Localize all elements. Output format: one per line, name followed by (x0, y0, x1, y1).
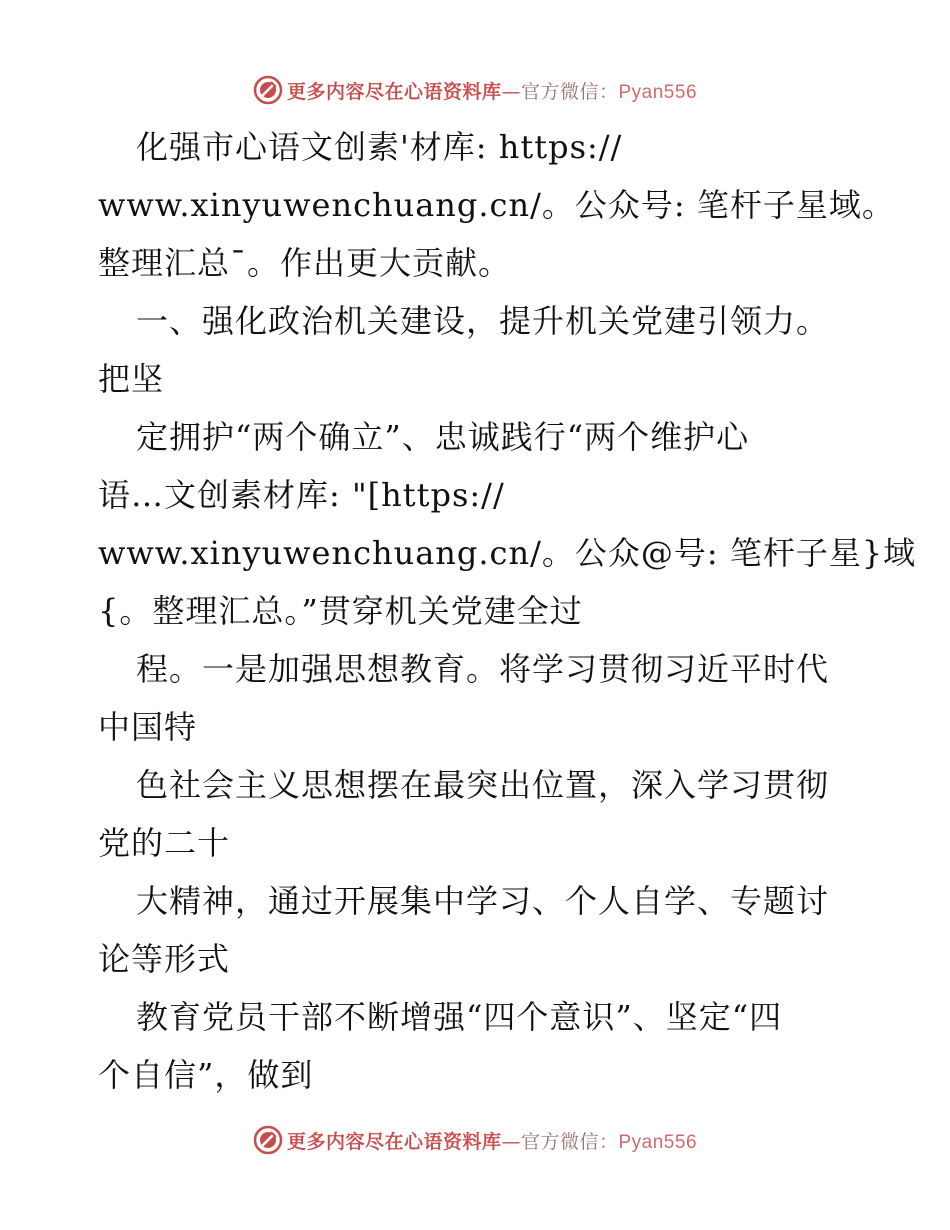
banner-wechat-id: Pyan556 (618, 81, 698, 103)
text-line: 程。一是加强思想教育。将学习贯彻习近平时代 (136, 650, 830, 688)
text-line: 语…文创素材库: "[https:// (98, 476, 505, 514)
document-body (98, 118, 917, 1104)
seal-logo-icon (253, 75, 283, 105)
text-line: 定拥护“两个确立”、忠诚践行“两个维护心 (136, 418, 750, 456)
banner-main-text: 更多内容尽在心语资料库 (286, 80, 502, 103)
text-line: 化强市心语文创素'材库: https:// (136, 128, 623, 166)
text-line: www.xinyuwenchuang.cn/。公众号: 笔杆子星域。 (98, 186, 895, 224)
text-line: 党的二十 (98, 824, 231, 862)
text-line: www.xinyuwenchuang.cn/。公众@号: 笔杆子星}域 (98, 534, 917, 572)
banner-text (287, 1127, 697, 1154)
text-line: 一、强化政治机关建设，提升机关党建引领力。 (136, 302, 830, 340)
header-banner (0, 70, 950, 110)
text-line: 整理汇总¯。作出更大贡献。 (98, 244, 512, 282)
text-line: 中国特 (98, 708, 198, 746)
banner-wechat-label: 官方微信： (520, 80, 619, 103)
footer-banner (0, 1120, 950, 1160)
text-line: 教育党员干部不断增强“四个意识”、坚定“四 (136, 998, 783, 1036)
text-line: 个自信”，做到 (98, 1056, 314, 1094)
banner-wechat-label: 官方微信： (520, 1130, 619, 1153)
text-line: 论等形式 (98, 940, 231, 978)
banner-wechat-id: Pyan556 (618, 1131, 698, 1153)
text-line: 色社会主义思想摆在最突出位置，深入学习贯彻 (136, 766, 830, 804)
banner-dash: — (501, 1130, 521, 1153)
banner-text (287, 77, 697, 104)
banner-main-text: 更多内容尽在心语资料库 (286, 1130, 502, 1153)
seal-logo-icon (253, 1125, 283, 1155)
banner-dash: — (501, 80, 521, 103)
text-line: {。整理汇总。”贯穿机关党建全过 (98, 592, 583, 630)
text-line: 把坚 (98, 360, 165, 398)
text-line: 大精神，通过开展集中学习、个人自学、专题讨 (136, 882, 830, 920)
